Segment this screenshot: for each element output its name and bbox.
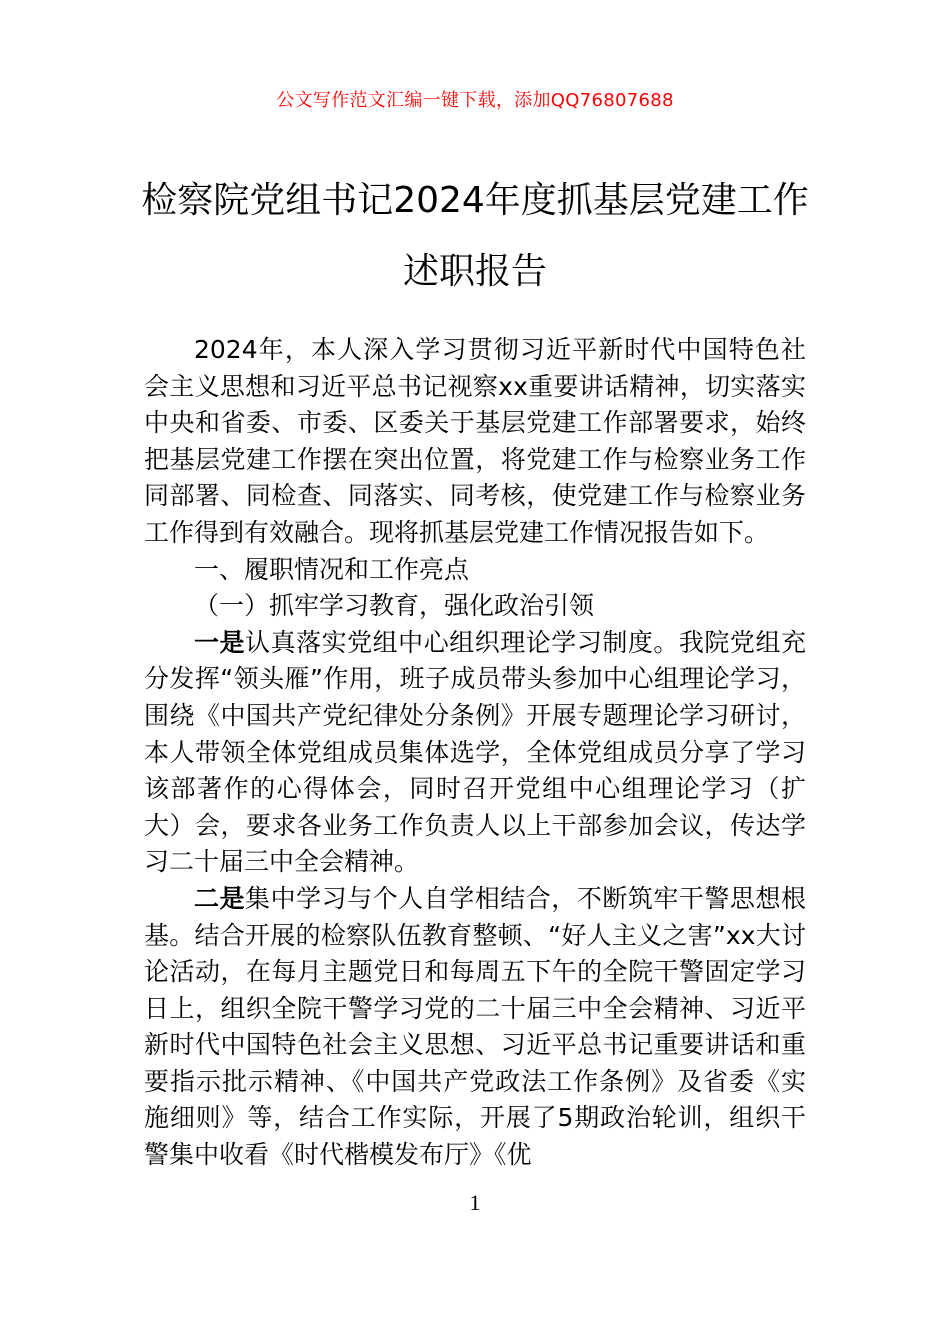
point-2-text: 集中学习与个人自学相结合，不断筑牢干警思想根基。结合开展的检察队伍教育整顿、“好人主义之害”xx大讨论活动，在每月主题党日和每周五下午的全院干警固定学习日上，组织全院干警学习党的二十届三中全会精神、习近平新时代中国特色社会主义思想、习近平总书记重要讲话和重要指示批示精神、《中国共产党政法工作条例》及省委《实施细则》等，结合工作实际，开展了5期政治轮训，组织干警集中收看《时代楷模发布厅》《优 <box>144 883 806 1170</box>
paragraph-point-1 <box>144 625 806 881</box>
section-heading-1: 一、履职情况和工作亮点 <box>194 554 470 584</box>
intro-paragraph: 2024年，本人深入学习贯彻习近平新时代中国特色社会主义思想和习近平总书记视察xx重要讲话精神，切实落实中央和省委、市委、区委关于基层党建工作部署要求，始终把基层党建工作摆在突出位置，将党建工作与检察业务工作同部署、同检查、同落实、同考核，使党建工作与检察业务工作得到有效融合。现将抓基层党建工作情况报告如下。 <box>144 335 806 547</box>
subsection-heading-1: （一）抓牢学习教育，强化政治引领 <box>194 591 595 621</box>
document-body <box>144 332 806 1174</box>
paragraph-point-2 <box>144 881 806 1174</box>
page-number: 1 <box>469 1190 481 1215</box>
header-ad-text: 公文写作范文汇编一键下载，添加QQ76807688 <box>276 90 674 111</box>
point-1-lead: 一是 <box>194 627 246 657</box>
point-2-lead: 二是 <box>194 883 246 913</box>
document-title-line-2: 述职报告 <box>402 251 547 292</box>
document-title-line-1: 检察院党组书记2024年度抓基层党建工作 <box>141 180 809 221</box>
point-1-text: 认真落实党组中心组织理论学习制度。我院党组充分发挥“领头雁”作用，班子成员带头参加中心组理论学习，围绕《中国共产党纪律处分条例》开展专题理论学习研讨，本人带领全体党组成员集体选学，全体党组成员分享了学习该部著作的心得体会，同时召开党组中心组理论学习（扩大）会，要求各业务工作负责人以上干部参加会议，传达学习二十届三中全会精神。 <box>144 627 806 877</box>
